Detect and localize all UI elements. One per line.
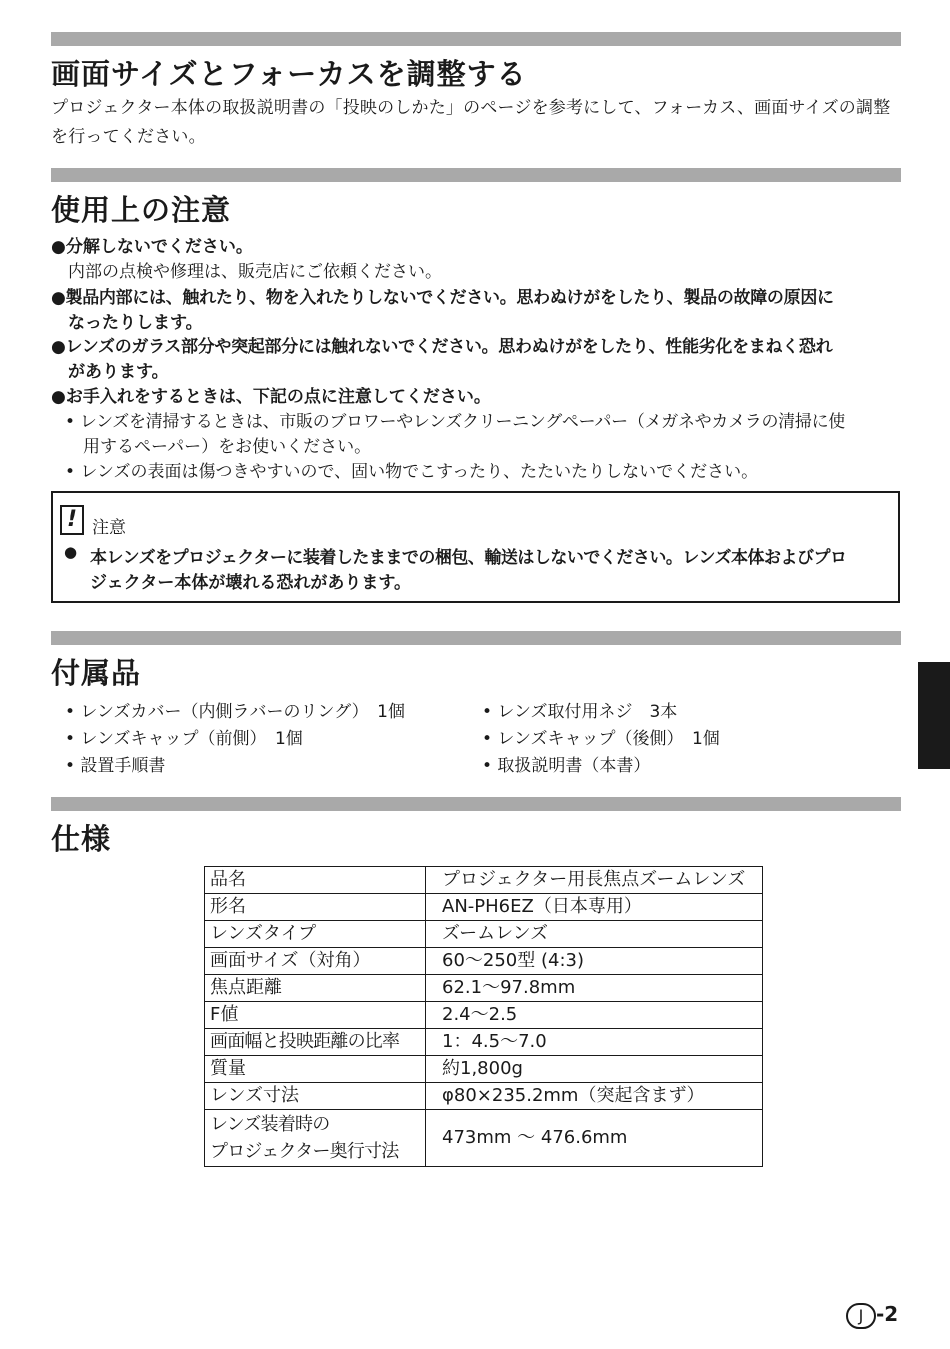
caution-box-bullet: ● <box>64 543 78 561</box>
table-row <box>205 1029 763 1056</box>
accessory-item: • 取扱説明書（本書） <box>482 756 651 776</box>
spec-value: プロジェクター用長焦点ズームレンズ <box>426 867 763 894</box>
table-row <box>205 894 763 921</box>
section-title-specs: 仕様 <box>51 822 112 856</box>
spec-label: 焦点距離 <box>205 975 426 1002</box>
spec-value: 2.4～2.5 <box>426 1002 763 1029</box>
page-number <box>846 1302 898 1329</box>
spec-label: レンズ寸法 <box>205 1083 426 1110</box>
accessory-item: • 設置手順書 <box>65 756 166 776</box>
spec-value: 62.1～97.8mm <box>426 975 763 1002</box>
spec-label-line: プロジェクター奥行寸法 <box>210 1141 399 1162</box>
caution-box-label: 注意 <box>92 518 126 538</box>
page-language-badge: J <box>846 1303 876 1329</box>
spec-value: 約1,800g <box>426 1056 763 1083</box>
page-edge-tab <box>918 662 950 769</box>
table-row <box>205 948 763 975</box>
caution-detail: 内部の点検や修理は、販売店にご依頼ください。 <box>68 262 442 282</box>
exclamation-icon: ! <box>60 505 84 535</box>
spec-table <box>204 866 763 1167</box>
section-title-cautions: 使用上の注意 <box>51 193 232 227</box>
table-row <box>205 867 763 894</box>
caution-item: ●製品内部には、触れたり、物を入れたりしないでください。思わぬけがをしたり、製品の故障の原因に <box>51 288 834 308</box>
section-divider-bar <box>51 631 901 645</box>
accessory-item: • レンズ取付用ネジ 3本 <box>482 702 678 722</box>
table-row <box>205 921 763 948</box>
section-divider-bar <box>51 797 901 811</box>
table-row <box>205 1110 763 1167</box>
caution-subitem-cont: 用するペーパー）をお使いください。 <box>83 437 372 457</box>
spec-value: φ80×235.2mm（突起含まず） <box>426 1083 763 1110</box>
spec-label: レンズタイプ <box>205 921 426 948</box>
spec-label: 質量 <box>205 1056 426 1083</box>
table-row <box>205 1056 763 1083</box>
table-row <box>205 975 763 1002</box>
caution-item: ●レンズのガラス部分や突起部分には触れないでください。思わぬけがをしたり、性能劣化をまねく恐れ <box>51 337 833 357</box>
spec-value: 473mm ～ 476.6mm <box>426 1110 763 1167</box>
caution-subitem: • レンズの表面は傷つきやすいので、固い物でこすったり、たたいたりしないでください。 <box>65 462 759 482</box>
caution-box-text: 本レンズをプロジェクターに装着したままでの梱包、輸送はしないでください。レンズ本体およびプロ <box>90 548 847 568</box>
spec-label: 画面幅と投映距離の比率 <box>205 1029 426 1056</box>
page-number-value: -2 <box>876 1302 899 1326</box>
caution-subitem: • レンズを清掃するときは、市販のブロワーやレンズクリーニングペーパー（メガネやカメラの清掃に使 <box>65 412 845 432</box>
caution-item-cont: があります。 <box>68 362 169 382</box>
section-divider-bar <box>51 32 901 46</box>
spec-label <box>205 1110 426 1167</box>
spec-value: 60～250型 (4:3) <box>426 948 763 975</box>
spec-value: 1：4.5～7.0 <box>426 1029 763 1056</box>
caution-item: ●お手入れをするときは、下記の点に注意してください。 <box>51 387 491 407</box>
accessory-item: • レンズカバー（内側ラバーのリング） 1個 <box>65 702 405 722</box>
accessory-item: • レンズキャップ（前側） 1個 <box>65 729 303 749</box>
caution-box-text: ジェクター本体が壊れる恐れがあります。 <box>90 573 411 593</box>
spec-label-line: レンズ装着時の <box>210 1114 330 1135</box>
accessory-item: • レンズキャップ（後側） 1個 <box>482 729 720 749</box>
section-divider-bar <box>51 168 901 182</box>
section-title-focus: 画面サイズとフォーカスを調整する <box>51 57 527 91</box>
table-row <box>205 1083 763 1110</box>
caution-item: ●分解しないでください。 <box>51 237 253 257</box>
spec-label: 品名 <box>205 867 426 894</box>
section-title-accessories: 付属品 <box>51 656 142 690</box>
spec-value: ズームレンズ <box>426 921 763 948</box>
spec-value: AN-PH6EZ（日本専用） <box>426 894 763 921</box>
spec-label: 形名 <box>205 894 426 921</box>
spec-label: 画面サイズ（対角） <box>205 948 426 975</box>
spec-label: F値 <box>205 1002 426 1029</box>
focus-body-text: プロジェクター本体の取扱説明書の「投映のしかた」のページを参考にして、フォーカス、画面サイズの調整を行ってください。 <box>51 98 891 147</box>
caution-item-cont: なったりします。 <box>68 313 203 333</box>
table-row <box>205 1002 763 1029</box>
